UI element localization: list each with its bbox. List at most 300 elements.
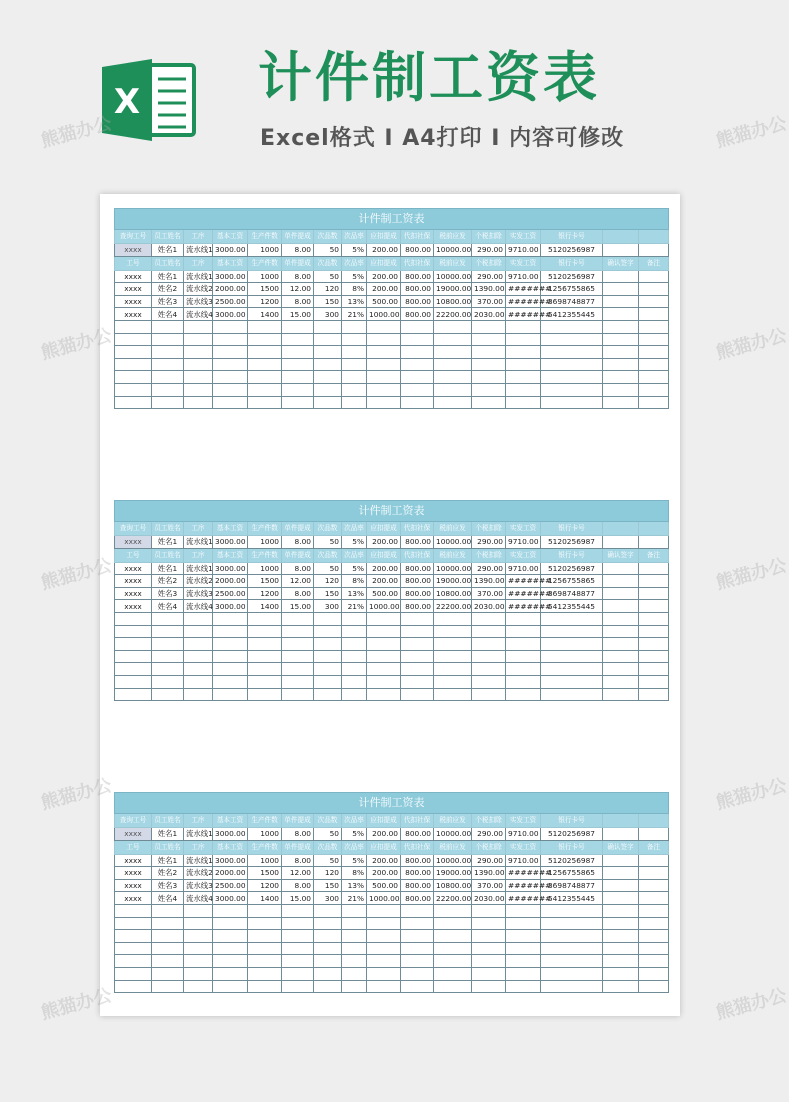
empty-cell[interactable] [541,917,603,930]
empty-cell[interactable] [282,333,314,346]
query-cell[interactable]: 5% [342,244,367,257]
empty-cell[interactable] [282,675,314,688]
table-cell[interactable] [603,892,639,905]
table-cell[interactable]: 姓名4 [152,308,184,321]
empty-cell[interactable] [434,625,472,638]
empty-cell[interactable] [152,955,184,968]
empty-cell[interactable] [314,383,342,396]
empty-cell[interactable] [152,346,184,359]
empty-cell[interactable] [342,942,367,955]
empty-cell[interactable] [248,612,282,625]
table-cell[interactable]: 50 [314,562,342,575]
table-cell[interactable]: 姓名3 [152,587,184,600]
empty-cell[interactable] [434,917,472,930]
empty-cell[interactable] [115,358,152,371]
table-cell[interactable]: 200.00 [367,270,401,283]
table-cell[interactable]: 1200 [248,587,282,600]
table-cell[interactable]: 200.00 [367,854,401,867]
table-cell[interactable]: 290.00 [472,562,506,575]
table-cell[interactable]: 200.00 [367,283,401,296]
empty-cell[interactable] [213,663,248,676]
empty-cell[interactable] [342,930,367,943]
empty-cell[interactable] [213,396,248,409]
table-cell[interactable]: 流水线3 [184,879,213,892]
empty-cell[interactable] [541,663,603,676]
table-cell[interactable]: 流水线2 [184,867,213,880]
table-cell[interactable]: 1500 [248,867,282,880]
table-cell[interactable] [603,295,639,308]
empty-cell[interactable] [603,625,639,638]
table-cell[interactable]: 800.00 [401,854,434,867]
table-cell[interactable]: 22200.00 [434,600,472,613]
empty-cell[interactable] [213,675,248,688]
empty-cell[interactable] [603,967,639,980]
table-cell[interactable] [639,562,669,575]
empty-cell[interactable] [213,612,248,625]
empty-cell[interactable] [472,383,506,396]
table-cell[interactable]: 1256755865 [541,283,603,296]
empty-cell[interactable] [506,371,541,384]
query-cell[interactable]: 800.00 [401,828,434,841]
empty-cell[interactable] [639,244,669,257]
empty-cell[interactable] [115,346,152,359]
table-cell[interactable]: 1000.00 [367,600,401,613]
empty-cell[interactable] [603,904,639,917]
empty-cell[interactable] [434,346,472,359]
empty-cell[interactable] [184,663,213,676]
table-cell[interactable]: 500.00 [367,879,401,892]
empty-cell[interactable] [342,346,367,359]
query-cell[interactable]: 姓名1 [152,536,184,549]
empty-cell[interactable] [434,612,472,625]
table-cell[interactable]: xxxx [115,854,152,867]
empty-cell[interactable] [603,536,639,549]
empty-cell[interactable] [367,383,401,396]
query-cell[interactable]: 10000.00 [434,828,472,841]
empty-cell[interactable] [639,333,669,346]
empty-cell[interactable] [314,612,342,625]
table-cell[interactable]: 9710.00 [506,562,541,575]
query-cell[interactable]: 1000 [248,536,282,549]
empty-cell[interactable] [184,320,213,333]
empty-cell[interactable] [506,333,541,346]
table-cell[interactable]: 5% [342,270,367,283]
empty-cell[interactable] [506,383,541,396]
empty-cell[interactable] [213,688,248,701]
table-cell[interactable]: 3698748877 [541,879,603,892]
empty-cell[interactable] [367,320,401,333]
empty-cell[interactable] [282,967,314,980]
query-cell[interactable]: 50 [314,536,342,549]
table-cell[interactable] [639,295,669,308]
empty-cell[interactable] [541,320,603,333]
empty-cell[interactable] [342,383,367,396]
empty-cell[interactable] [506,904,541,917]
table-cell[interactable]: 150 [314,587,342,600]
empty-cell[interactable] [401,638,434,651]
empty-cell[interactable] [342,396,367,409]
empty-cell[interactable] [184,346,213,359]
table-cell[interactable]: xxxx [115,867,152,880]
empty-cell[interactable] [401,904,434,917]
empty-cell[interactable] [472,320,506,333]
empty-cell[interactable] [639,396,669,409]
query-cell[interactable]: 流水线1 [184,828,213,841]
empty-cell[interactable] [282,383,314,396]
empty-cell[interactable] [248,663,282,676]
table-cell[interactable]: 3000.00 [213,562,248,575]
empty-cell[interactable] [434,930,472,943]
empty-cell[interactable] [541,688,603,701]
table-cell[interactable] [603,562,639,575]
table-cell[interactable]: 3000.00 [213,600,248,613]
table-cell[interactable]: 800.00 [401,308,434,321]
empty-cell[interactable] [282,346,314,359]
empty-cell[interactable] [115,904,152,917]
table-cell[interactable]: 1500 [248,283,282,296]
empty-cell[interactable] [639,612,669,625]
empty-cell[interactable] [639,930,669,943]
empty-cell[interactable] [603,358,639,371]
empty-cell[interactable] [639,371,669,384]
empty-cell[interactable] [184,383,213,396]
empty-cell[interactable] [248,967,282,980]
query-cell[interactable]: 800.00 [401,536,434,549]
empty-cell[interactable] [639,346,669,359]
empty-cell[interactable] [603,650,639,663]
table-cell[interactable]: 8% [342,867,367,880]
empty-cell[interactable] [506,955,541,968]
empty-cell[interactable] [639,230,669,244]
empty-cell[interactable] [184,358,213,371]
empty-cell[interactable] [282,663,314,676]
query-id-input[interactable]: xxxx [115,244,152,257]
table-cell[interactable]: 10800.00 [434,879,472,892]
table-cell[interactable]: 800.00 [401,600,434,613]
empty-cell[interactable] [401,371,434,384]
empty-cell[interactable] [248,980,282,993]
table-cell[interactable]: 流水线1 [184,270,213,283]
table-cell[interactable]: 流水线1 [184,562,213,575]
empty-cell[interactable] [434,371,472,384]
empty-cell[interactable] [314,942,342,955]
table-cell[interactable]: 流水线4 [184,308,213,321]
empty-cell[interactable] [152,980,184,993]
table-cell[interactable]: 200.00 [367,562,401,575]
table-cell[interactable]: 8.00 [282,270,314,283]
table-cell[interactable] [603,867,639,880]
empty-cell[interactable] [367,396,401,409]
table-cell[interactable]: 1400 [248,600,282,613]
empty-cell[interactable] [213,625,248,638]
empty-cell[interactable] [115,663,152,676]
empty-cell[interactable] [603,814,639,828]
table-cell[interactable]: xxxx [115,283,152,296]
table-cell[interactable]: ####### [506,867,541,880]
table-cell[interactable]: 290.00 [472,270,506,283]
table-cell[interactable]: 1000 [248,562,282,575]
table-cell[interactable]: 150 [314,295,342,308]
empty-cell[interactable] [506,638,541,651]
table-cell[interactable]: 8.00 [282,562,314,575]
table-cell[interactable]: 姓名4 [152,892,184,905]
empty-cell[interactable] [541,396,603,409]
query-id-input[interactable]: xxxx [115,828,152,841]
empty-cell[interactable] [367,967,401,980]
query-cell[interactable]: 200.00 [367,536,401,549]
empty-cell[interactable] [248,955,282,968]
empty-cell[interactable] [282,396,314,409]
empty-cell[interactable] [115,383,152,396]
empty-cell[interactable] [472,650,506,663]
table-cell[interactable]: 姓名3 [152,879,184,892]
empty-cell[interactable] [639,675,669,688]
empty-cell[interactable] [152,675,184,688]
query-cell[interactable]: 流水线1 [184,244,213,257]
query-cell[interactable]: 290.00 [472,536,506,549]
empty-cell[interactable] [472,663,506,676]
empty-cell[interactable] [342,904,367,917]
table-cell[interactable]: ####### [506,587,541,600]
empty-cell[interactable] [506,980,541,993]
table-cell[interactable]: 5% [342,562,367,575]
empty-cell[interactable] [639,904,669,917]
empty-cell[interactable] [401,955,434,968]
table-cell[interactable]: 流水线3 [184,587,213,600]
empty-cell[interactable] [248,917,282,930]
query-cell[interactable]: 8.00 [282,244,314,257]
empty-cell[interactable] [213,346,248,359]
empty-cell[interactable] [314,955,342,968]
table-cell[interactable] [639,879,669,892]
table-cell[interactable] [603,600,639,613]
empty-cell[interactable] [506,930,541,943]
table-cell[interactable]: 5412355445 [541,600,603,613]
table-cell[interactable]: xxxx [115,879,152,892]
query-cell[interactable]: 1000 [248,244,282,257]
table-cell[interactable]: 姓名2 [152,575,184,588]
empty-cell[interactable] [115,955,152,968]
empty-cell[interactable] [639,625,669,638]
empty-cell[interactable] [152,904,184,917]
table-cell[interactable]: 1000.00 [367,308,401,321]
empty-cell[interactable] [506,688,541,701]
empty-cell[interactable] [115,980,152,993]
empty-cell[interactable] [639,358,669,371]
table-cell[interactable] [603,587,639,600]
table-cell[interactable]: 300 [314,308,342,321]
empty-cell[interactable] [184,333,213,346]
empty-cell[interactable] [367,612,401,625]
table-cell[interactable]: 21% [342,892,367,905]
empty-cell[interactable] [603,942,639,955]
table-cell[interactable]: 1200 [248,295,282,308]
table-cell[interactable] [603,270,639,283]
empty-cell[interactable] [367,358,401,371]
empty-cell[interactable] [639,942,669,955]
empty-cell[interactable] [282,917,314,930]
query-cell[interactable]: 姓名1 [152,828,184,841]
empty-cell[interactable] [213,980,248,993]
table-cell[interactable]: 300 [314,892,342,905]
empty-cell[interactable] [213,358,248,371]
empty-cell[interactable] [213,917,248,930]
table-cell[interactable]: 10000.00 [434,854,472,867]
query-cell[interactable]: 9710.00 [506,536,541,549]
empty-cell[interactable] [603,675,639,688]
table-cell[interactable]: 2030.00 [472,308,506,321]
table-cell[interactable]: 15.00 [282,892,314,905]
empty-cell[interactable] [342,980,367,993]
empty-cell[interactable] [639,967,669,980]
empty-cell[interactable] [541,967,603,980]
query-cell[interactable]: 5120256987 [541,244,603,257]
empty-cell[interactable] [434,638,472,651]
table-cell[interactable]: 姓名1 [152,562,184,575]
table-cell[interactable]: 1390.00 [472,867,506,880]
empty-cell[interactable] [115,625,152,638]
empty-cell[interactable] [248,650,282,663]
empty-cell[interactable] [248,942,282,955]
query-cell[interactable]: 5120256987 [541,536,603,549]
empty-cell[interactable] [541,638,603,651]
empty-cell[interactable] [541,333,603,346]
empty-cell[interactable] [184,955,213,968]
table-cell[interactable]: 19000.00 [434,283,472,296]
empty-cell[interactable] [282,371,314,384]
empty-cell[interactable] [248,675,282,688]
empty-cell[interactable] [367,930,401,943]
empty-cell[interactable] [152,333,184,346]
empty-cell[interactable] [541,371,603,384]
table-cell[interactable]: 2000.00 [213,867,248,880]
table-cell[interactable]: xxxx [115,587,152,600]
empty-cell[interactable] [184,942,213,955]
empty-cell[interactable] [472,955,506,968]
empty-cell[interactable] [314,346,342,359]
empty-cell[interactable] [541,904,603,917]
empty-cell[interactable] [506,917,541,930]
empty-cell[interactable] [603,980,639,993]
query-cell[interactable]: 3000.00 [213,828,248,841]
table-cell[interactable]: 200.00 [367,575,401,588]
empty-cell[interactable] [367,980,401,993]
table-cell[interactable]: ####### [506,308,541,321]
empty-cell[interactable] [401,320,434,333]
table-cell[interactable]: 流水线1 [184,854,213,867]
empty-cell[interactable] [314,650,342,663]
table-cell[interactable]: 22200.00 [434,308,472,321]
empty-cell[interactable] [115,688,152,701]
table-cell[interactable]: ####### [506,295,541,308]
empty-cell[interactable] [342,612,367,625]
empty-cell[interactable] [115,320,152,333]
empty-cell[interactable] [152,383,184,396]
table-cell[interactable]: 120 [314,575,342,588]
empty-cell[interactable] [639,638,669,651]
empty-cell[interactable] [401,917,434,930]
empty-cell[interactable] [184,625,213,638]
empty-cell[interactable] [506,967,541,980]
empty-cell[interactable] [213,904,248,917]
empty-cell[interactable] [603,663,639,676]
query-cell[interactable]: 10000.00 [434,536,472,549]
empty-cell[interactable] [639,917,669,930]
table-cell[interactable] [639,587,669,600]
empty-cell[interactable] [434,980,472,993]
empty-cell[interactable] [314,371,342,384]
table-cell[interactable]: 8% [342,283,367,296]
table-cell[interactable]: 150 [314,879,342,892]
empty-cell[interactable] [184,650,213,663]
table-cell[interactable]: 15.00 [282,600,314,613]
empty-cell[interactable] [184,612,213,625]
table-cell[interactable]: 流水线2 [184,283,213,296]
empty-cell[interactable] [342,650,367,663]
empty-cell[interactable] [541,612,603,625]
empty-cell[interactable] [639,955,669,968]
empty-cell[interactable] [152,396,184,409]
empty-cell[interactable] [603,371,639,384]
empty-cell[interactable] [639,522,669,536]
table-cell[interactable]: 1400 [248,892,282,905]
empty-cell[interactable] [367,346,401,359]
empty-cell[interactable] [639,828,669,841]
empty-cell[interactable] [342,917,367,930]
query-cell[interactable]: 50 [314,244,342,257]
empty-cell[interactable] [152,358,184,371]
table-cell[interactable] [639,867,669,880]
query-cell[interactable]: 3000.00 [213,536,248,549]
table-cell[interactable]: ####### [506,575,541,588]
empty-cell[interactable] [248,904,282,917]
empty-cell[interactable] [541,930,603,943]
table-cell[interactable] [603,854,639,867]
table-cell[interactable]: 1256755865 [541,867,603,880]
empty-cell[interactable] [401,396,434,409]
empty-cell[interactable] [401,383,434,396]
empty-cell[interactable] [603,638,639,651]
empty-cell[interactable] [506,320,541,333]
empty-cell[interactable] [314,917,342,930]
table-cell[interactable]: 800.00 [401,562,434,575]
table-cell[interactable]: 800.00 [401,867,434,880]
empty-cell[interactable] [506,663,541,676]
table-cell[interactable] [639,575,669,588]
empty-cell[interactable] [541,955,603,968]
table-cell[interactable]: 5412355445 [541,308,603,321]
empty-cell[interactable] [434,333,472,346]
empty-cell[interactable] [184,371,213,384]
empty-cell[interactable] [213,650,248,663]
empty-cell[interactable] [152,612,184,625]
empty-cell[interactable] [213,333,248,346]
table-cell[interactable]: 1000.00 [367,892,401,905]
empty-cell[interactable] [434,663,472,676]
empty-cell[interactable] [248,320,282,333]
empty-cell[interactable] [115,650,152,663]
table-cell[interactable]: 21% [342,600,367,613]
empty-cell[interactable] [367,333,401,346]
table-cell[interactable]: 300 [314,600,342,613]
empty-cell[interactable] [472,917,506,930]
table-cell[interactable]: 10800.00 [434,587,472,600]
table-cell[interactable]: xxxx [115,308,152,321]
empty-cell[interactable] [367,917,401,930]
empty-cell[interactable] [115,396,152,409]
table-cell[interactable]: ####### [506,879,541,892]
empty-cell[interactable] [401,942,434,955]
